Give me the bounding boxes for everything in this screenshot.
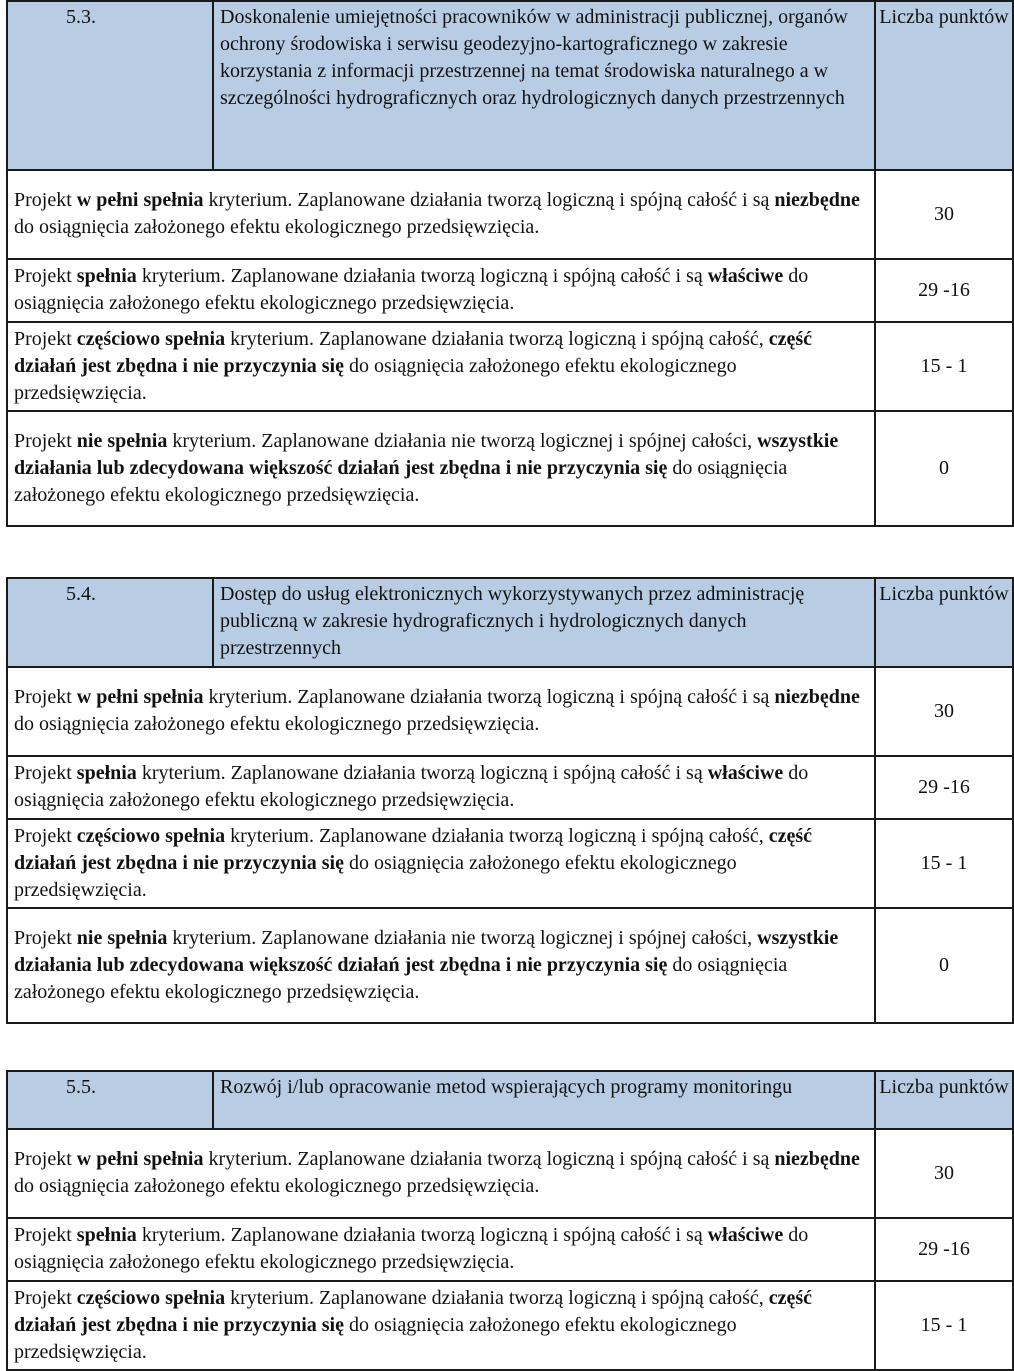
criterion-description: Projekt w pełni spełnia kryterium. Zaplanowane działania tworzą logiczną i spójną całość i są niezbędne do osiągnięcia założonego efektu ekologicznego przedsięwzięcia. (7, 667, 875, 756)
section-title: Rozwój i/lub opracowanie metod wspierających programy monitoringu (213, 1071, 875, 1129)
section-header-row (7, 1, 1013, 170)
criterion-description: Projekt częściowo spełnia kryterium. Zaplanowane działania tworzą logiczną i spójną całość, część działań jest zbędna i nie przyczynia się do osiągnięcia założonego efektu ekologicznego przedsięwzięcia. (7, 819, 875, 908)
criterion-description: Projekt spełnia kryterium. Zaplanowane działania tworzą logiczną i spójną całość i są właściwe do osiągnięcia założonego efektu ekologicznego przedsięwzięcia. (7, 756, 875, 819)
criterion-description: Projekt spełnia kryterium. Zaplanowane działania tworzą logiczną i spójną całość i są właściwe do osiągnięcia założonego efektu ekologicznego przedsięwzięcia. (7, 1218, 875, 1281)
section-header-row (7, 578, 1013, 667)
criterion-description: Projekt w pełni spełnia kryterium. Zaplanowane działania tworzą logiczną i spójną całość i są niezbędne do osiągnięcia założonego efektu ekologicznego przedsięwzięcia. (7, 1129, 875, 1218)
criteria-table-5-5 (6, 1070, 1014, 1371)
criterion-description: Projekt częściowo spełnia kryterium. Zaplanowane działania tworzą logiczną i spójną całość, część działań jest zbędna i nie przyczynia się do osiągnięcia założonego efektu ekologicznego przedsięwzięcia. (7, 1281, 875, 1370)
criterion-row-none (7, 908, 1013, 1023)
score-value: 29 -16 (875, 1218, 1013, 1281)
section-header-row (7, 1071, 1013, 1129)
score-value: 30 (875, 1129, 1013, 1218)
criterion-row-full (7, 1129, 1013, 1218)
criterion-row-full (7, 667, 1013, 756)
section-number: 5.3. (7, 1, 213, 170)
criterion-row-none (7, 411, 1013, 526)
criterion-description: Projekt częściowo spełnia kryterium. Zaplanowane działania tworzą logiczną i spójną całość, część działań jest zbędna i nie przyczynia się do osiągnięcia założonego efektu ekologicznego przedsięwzięcia. (7, 322, 875, 411)
score-value: 15 - 1 (875, 819, 1013, 908)
score-value: 30 (875, 170, 1013, 259)
criterion-row-meets (7, 259, 1013, 322)
section-title: Dostęp do usług elektronicznych wykorzystywanych przez administrację publiczną w zakresie hydrograficznych i hydrologicznych danych przestrzennych (213, 578, 875, 667)
score-value: 0 (875, 908, 1013, 1023)
score-value: 0 (875, 411, 1013, 526)
criterion-description: Projekt nie spełnia kryterium. Zaplanowane działania nie tworzą logicznej i spójnej całości, wszystkie działania lub zdecydowana większość działań jest zbędna i nie przyczynia się do osiągnięcia założonego efektu ekologicznego przedsięwzięcia. (7, 411, 875, 526)
section-title: Doskonalenie umiejętności pracowników w administracji publicznej, organów ochrony środowiska i serwisu geodezyjno-kartograficznego w zakresie korzystania z informacji przestrzennej na temat środowiska naturalnego a w szczególności hydrograficznych oraz hydrologicznych danych przestrzennych (213, 1, 875, 170)
score-value: 15 - 1 (875, 1281, 1013, 1370)
criterion-row-meets (7, 756, 1013, 819)
section-number: 5.5. (7, 1071, 213, 1129)
criterion-description: Projekt spełnia kryterium. Zaplanowane działania tworzą logiczną i spójną całość i są właściwe do osiągnięcia założonego efektu ekologicznego przedsięwzięcia. (7, 259, 875, 322)
score-value: 15 - 1 (875, 322, 1013, 411)
points-header: Liczba punktów (875, 1, 1013, 170)
criterion-row-partial (7, 819, 1013, 908)
criteria-table-5-3 (6, 0, 1014, 527)
criterion-row-meets (7, 1218, 1013, 1281)
criterion-description: Projekt w pełni spełnia kryterium. Zaplanowane działania tworzą logiczną i spójną całość i są niezbędne do osiągnięcia założonego efektu ekologicznego przedsięwzięcia. (7, 170, 875, 259)
criterion-row-partial (7, 1281, 1013, 1370)
score-value: 30 (875, 667, 1013, 756)
section-number: 5.4. (7, 578, 213, 667)
score-value: 29 -16 (875, 756, 1013, 819)
score-value: 29 -16 (875, 259, 1013, 322)
criterion-description: Projekt nie spełnia kryterium. Zaplanowane działania nie tworzą logicznej i spójnej całości, wszystkie działania lub zdecydowana większość działań jest zbędna i nie przyczynia się do osiągnięcia założonego efektu ekologicznego przedsięwzięcia. (7, 908, 875, 1023)
points-header: Liczba punktów (875, 1071, 1013, 1129)
points-header: Liczba punktów (875, 578, 1013, 667)
criterion-row-full (7, 170, 1013, 259)
criteria-table-5-4 (6, 577, 1014, 1024)
criterion-row-partial (7, 322, 1013, 411)
